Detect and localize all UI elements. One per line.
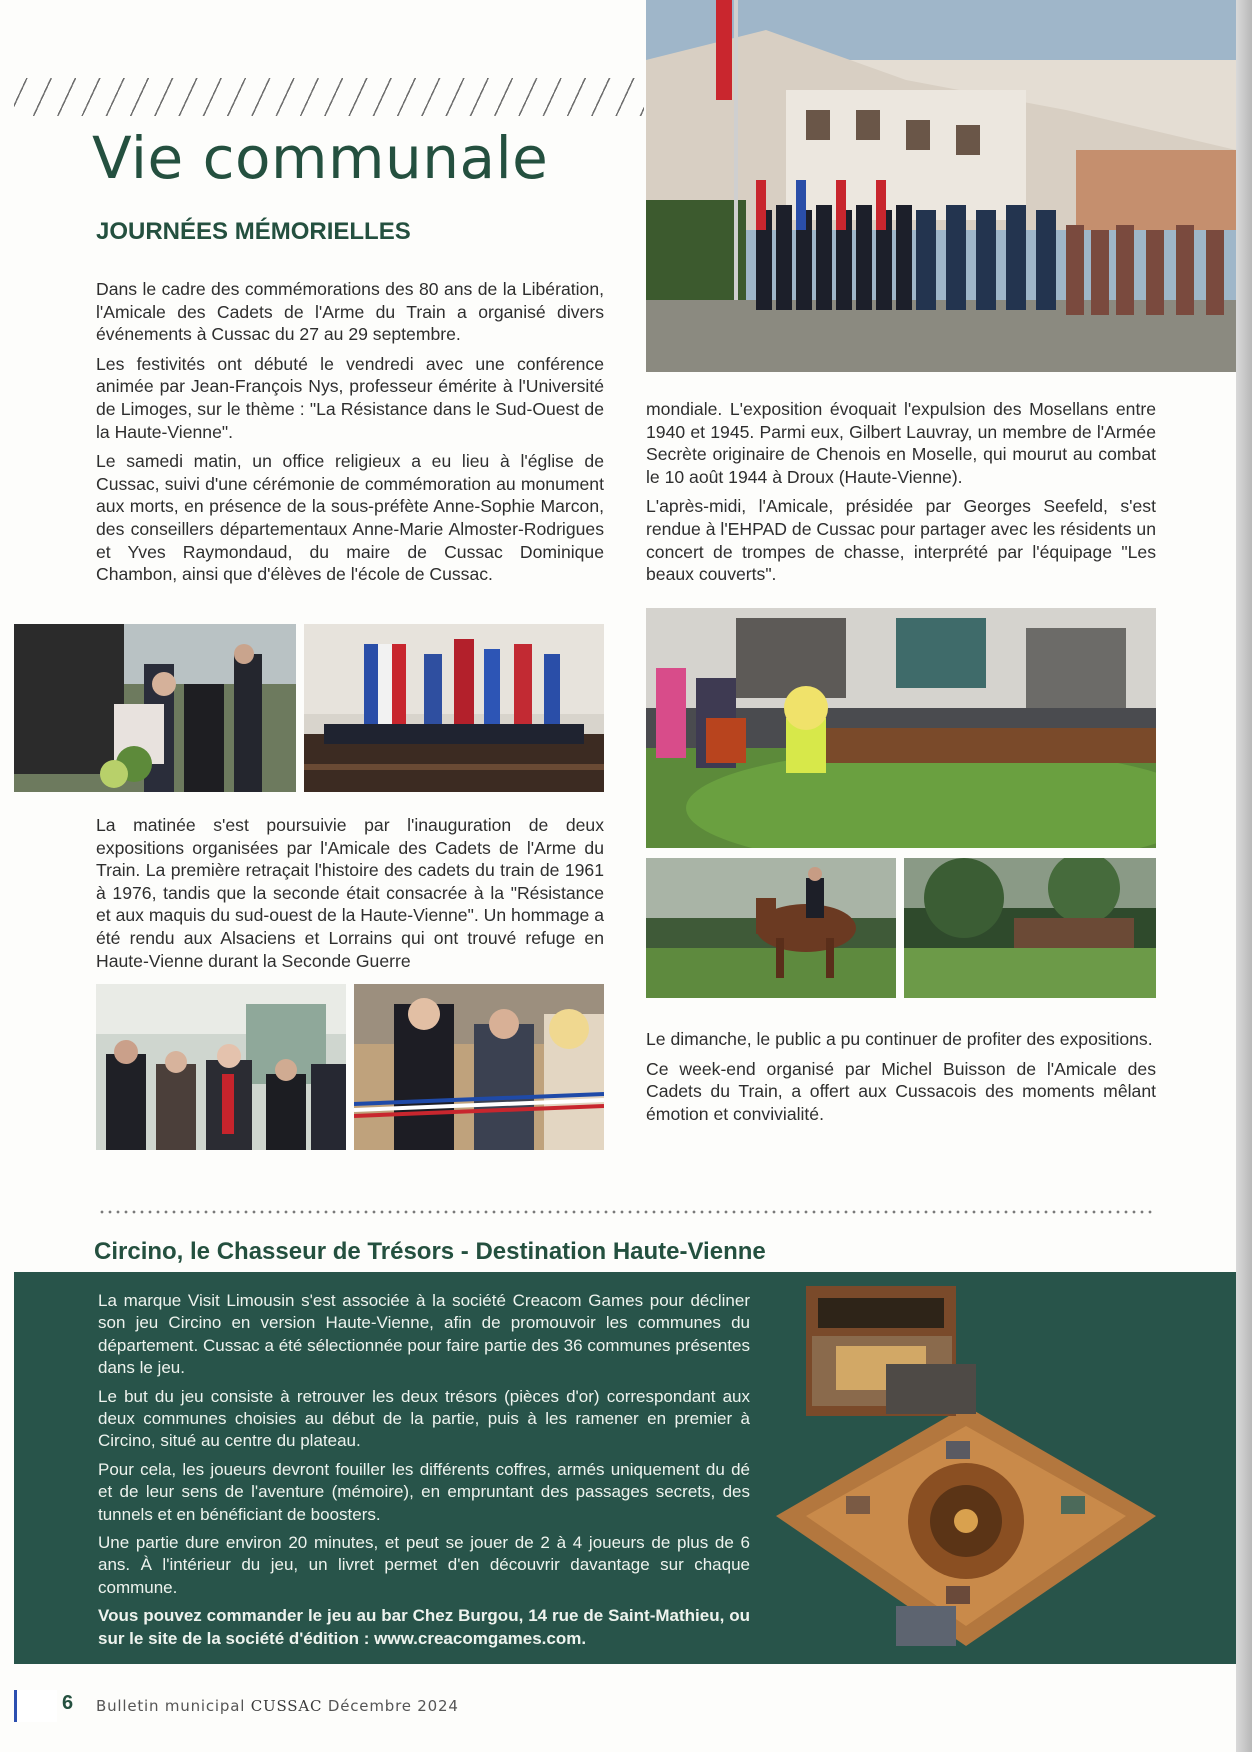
article-text-block-1: [96, 278, 604, 593]
photo-park-crowd: [904, 858, 1156, 998]
paragraph-moselle: mondiale. L'exposition évoquait l'expulsion des Mosellans entre 1940 et 1945. Parmi eux, Gilbert Lauvray, un membre de l'Armée Secrète originaire de Chenois en Moselle, qui mourut au combat le 10 août 1944 à Droux (Haute-Vienne).: [646, 399, 1156, 487]
page-number: 6: [62, 1692, 74, 1714]
article-text-block-3: [646, 398, 1156, 593]
paragraph-exhibitions: La matinée s'est poursuivie par l'inauguration de deux expositions organisées par l'Amicale des Cadets de l'Arme du Train. La première retraçait l'histoire des cadets du train de 1961 à 1976, tandis que la seconde était consacrée à la "Résistance et aux maquis du sud-ouest de la Haute-Vienne". Un hommage a été rendu aux Alsaciens et Lorrains qui ont trouvé refuge en Haute-Vienne durant la Seconde Guerre: [96, 815, 604, 971]
paragraph-afternoon: L'après-midi, l'Amicale, présidée par Georges Seefeld, s'est rendue à l'EHPAD de Cussac pour partager avec les résidents un concert de trompes de chasse, interprété par l'équipage "Les beaux couverts".: [646, 496, 1156, 585]
photo-horse-rider: [646, 858, 896, 998]
article-text-block-2: [96, 814, 604, 979]
footer-brand: CUSSAC: [250, 1697, 323, 1715]
box-paragraph-3: Pour cela, les joueurs devront fouiller les différents coffres, armés uniquement du dé et de leur sens de l'aventure (mémoire), en empruntant des passages secrets, des tunnels et en bénéficiant de boosters.: [98, 1459, 750, 1524]
article-title: JOURNÉES MÉMORIELLES: [96, 218, 411, 245]
paragraph-saturday: Le samedi matin, un office religieux a eu lieu à l'église de Cussac, suivi d'une cérémonie de commémoration au monument aux morts, en présence de la sous-préfète Anne-Sophie Marcon, des conseillers départementaux Anne-Marie Almoster-Rodrigues et Yves Raymondaud, du maire de Cussac Dominique Chambon, ainsi que d'élèves de l'école de Cussac.: [96, 451, 604, 585]
paragraph-friday: Les festivités ont débuté le vendredi avec une conférence animée par Jean-François Nys, professeur émérite à l'Université de Limoges, sur le thème : "La Résistance dans le Sud-Ouest de la Haute-Vienne".: [96, 353, 604, 442]
photo-monument-ceremony: [14, 624, 296, 792]
photo-circino-game: [776, 1286, 1156, 1656]
footer-label: [96, 1697, 459, 1715]
dotted-divider: [98, 1210, 1156, 1214]
section-title: Vie communale: [92, 124, 549, 192]
photo-church-flags: [304, 624, 604, 792]
photo-ehpad-concert: [646, 608, 1156, 848]
box-title: Circino, le Chasseur de Trésors - Destination Haute-Vienne: [94, 1238, 766, 1265]
photo-ribbon-cutting: [354, 984, 604, 1150]
footer-date: Décembre 2024: [327, 1697, 459, 1715]
box-text: [98, 1290, 750, 1656]
article-text-block-4: [646, 1028, 1156, 1132]
decorative-hatch: [14, 78, 644, 116]
box-paragraph-order: Vous pouvez commander le jeu au bar Chez Burgou, 14 rue de Saint-Mathieu, ou sur le site de la société d'édition : www.creacomgames.com.: [98, 1606, 750, 1648]
box-paragraph-2: Le but du jeu consiste à retrouver les deux trésors (pièces d'or) correspondant aux deux communes choisies au début de la partie, puis à les ramener en premier à Circino, situé au centre du plateau.: [98, 1386, 750, 1451]
footer-bulletin: Bulletin municipal: [96, 1697, 246, 1715]
box-paragraph-1: La marque Visit Limousin s'est associée à la société Creacom Games pour décliner son jeu Circino en version Haute-Vienne, afin de promouvoir les communes du département. Cussac a été sélectionnée pour faire partie des 36 communes présentes dans le jeu.: [98, 1291, 750, 1378]
box-paragraph-4: Une partie dure environ 20 minutes, et peut se jouer de 2 à 4 joueurs de plus de 6 ans. À l'intérieur du jeu, un livret permet d'en découvrir davantage sur chaque commune.: [98, 1533, 750, 1597]
page-edge: [1236, 0, 1252, 1752]
paragraph-sunday: Le dimanche, le public a pu continuer de profiter des expositions.: [646, 1029, 1153, 1049]
paragraph-conclusion: Ce week-end organisé par Michel Buisson de l'Amicale des Cadets du Train, a offert aux Cussacois des moments mêlant émotion et convivialité.: [646, 1058, 1156, 1124]
photo-officials: [96, 984, 346, 1150]
photo-town-square-ceremony: [646, 0, 1236, 372]
paragraph-intro: Dans le cadre des commémorations des 80 ans de la Libération, l'Amicale des Cadets de l'Arme du Train a organisé divers événements à Cussac du 27 au 29 septembre.: [96, 279, 604, 345]
footer-marker: [14, 1690, 57, 1722]
